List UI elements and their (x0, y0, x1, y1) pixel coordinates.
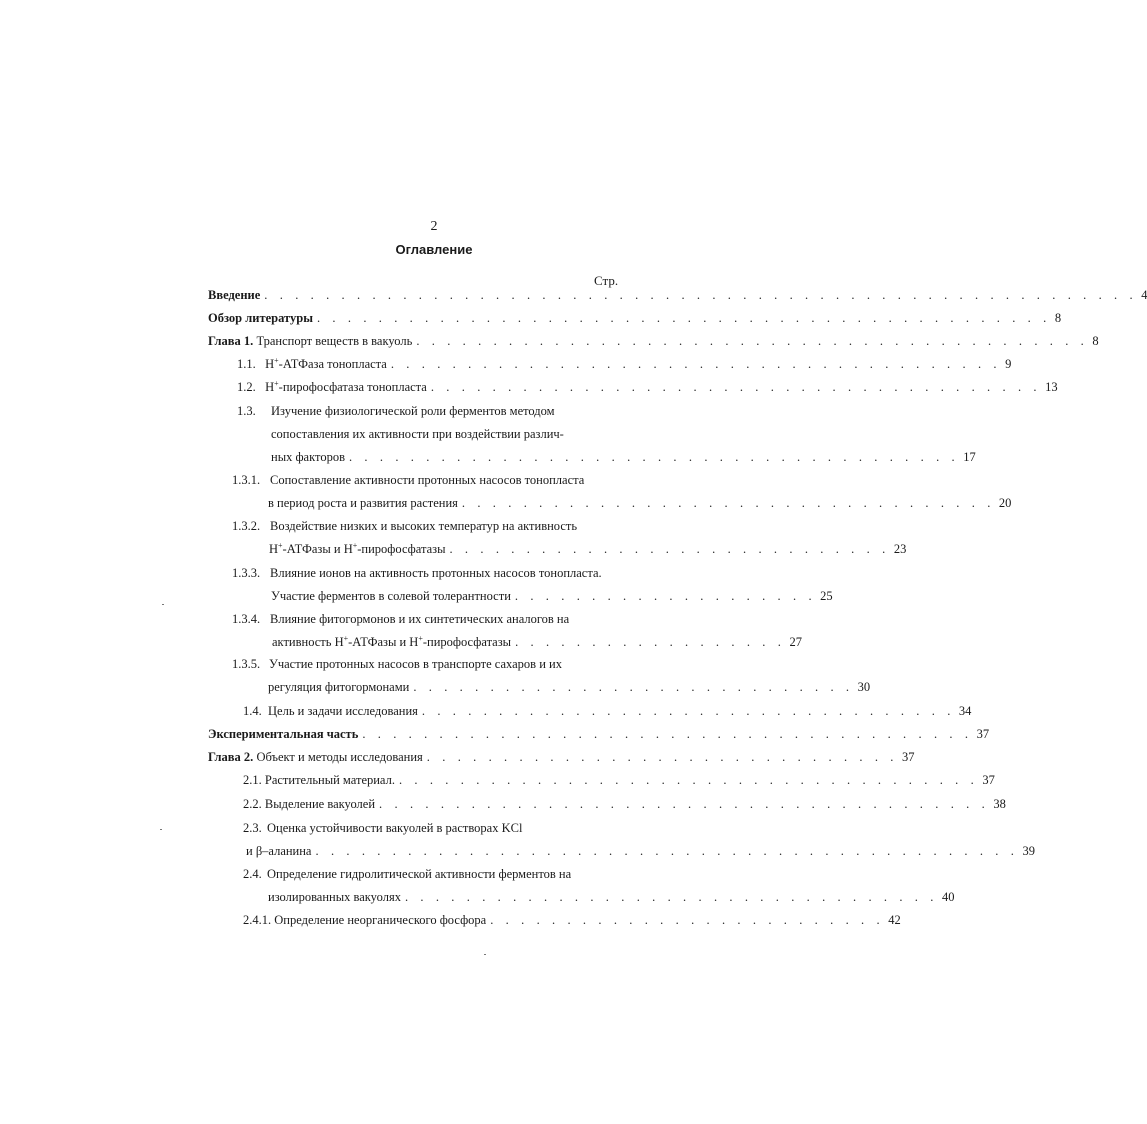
toc-page: 17 (963, 450, 976, 464)
toc-label: 2.1. Растительный материал. (243, 773, 395, 787)
toc-page: 42 (888, 913, 901, 927)
toc-label-line: Сопоставление активности протонных насосов тонопласта (270, 473, 585, 487)
dot-leader: . . . . . . . . . . . . . . . . . . . . . . . . . . . . . . . . . . . . . . . . (362, 727, 973, 741)
toc-entry[interactable] (269, 540, 907, 560)
toc-page: 23 (893, 542, 907, 556)
toc-entry[interactable] (243, 797, 1006, 815)
toc-page: 40 (941, 890, 955, 904)
toc-page: 8 (1054, 311, 1062, 325)
dot-leader: . . . . . . . . . . . . . . . . . . . . . . . . . . . . . (413, 680, 854, 694)
dot-leader: . . . . . . . . . . . . . . . . . . . . . . . . . . . . . . . . . . . . . . . . (390, 357, 1002, 371)
toc-entry[interactable] (243, 704, 972, 722)
scan-speck (162, 604, 164, 605)
toc-entry[interactable] (272, 633, 802, 653)
page-title: Оглавление (395, 242, 473, 257)
toc-label: H+-АТФазы и H+-пирофосфатазы (269, 540, 446, 556)
dot-leader: . . . . . . . . . . . . . . . . . . . . . . . . . . . . . . . . . . . . . . . . . . . . (416, 334, 1089, 348)
dot-leader: . . . . . . . . . . . . . . . . . . . . . . . . . . . . . . . . . . . (461, 496, 995, 510)
dot-leader: . . . . . . . . . . . . . . . . . . . . . . . . . . . . . . . . . . . . . . . . (379, 797, 990, 811)
dot-leader: . . . . . . . . . . . . . . . . . . . . . . . . . . . . . . . . . . . . . . . . . . . . . . (315, 844, 1019, 858)
toc-entry[interactable] (208, 311, 1062, 329)
toc-entry[interactable] (268, 496, 1012, 514)
dot-leader: . . . . . . . . . . . . . . . . . . . . (514, 589, 817, 603)
toc-page: 37 (976, 727, 990, 741)
toc-label: 1.1. H+-АТФаза тонопласта (237, 355, 387, 371)
toc-entry[interactable] (268, 890, 955, 908)
dot-leader: . . . . . . . . . . . . . . . . . . . . . . . . . . . . . . . . . . . . . . . . . . . . . . . . (316, 311, 1051, 325)
toc-label-line: Изучение физиологической роли ферментов методом (271, 404, 555, 418)
toc-page: 38 (993, 797, 1006, 811)
toc-page: 25 (820, 589, 833, 603)
dot-leader: . . . . . . . . . . . . . . . . . . . . . . . . . . . . . . . . . . . . . . . . (430, 380, 1042, 394)
toc-page: 8 (1092, 334, 1099, 348)
dot-leader: . . . . . . . . . . . . . . . . . . (515, 635, 786, 649)
dot-leader: . . . . . . . . . . . . . . . . . . . . . . . . . . . . . . . . . . . (404, 890, 938, 904)
toc-label: ных факторов (271, 450, 345, 464)
toc-page: 9 (1005, 357, 1012, 371)
toc-entry-num: 1.3.3. (232, 566, 261, 580)
toc-label: 1.4. Цель и задачи исследования (243, 704, 418, 718)
toc-entry[interactable] (243, 913, 901, 931)
dot-leader: . . . . . . . . . . . . . . . . . . . . . . . . . . (490, 913, 885, 927)
toc-entry-num: 1.3.2. (232, 519, 261, 533)
toc-page: 27 (789, 635, 802, 649)
toc-entry-num: 1.3.4. (232, 612, 261, 626)
dot-leader: . . . . . . . . . . . . . . . . . . . . . . . . . . . . . . . . . . . . . . (398, 773, 979, 787)
page-column-label: Стр. (594, 273, 619, 288)
toc-entry-num: 1.3.1. (232, 473, 261, 487)
scan-speck (160, 829, 162, 830)
toc-entry[interactable] (208, 727, 990, 745)
dot-leader: . . . . . . . . . . . . . . . . . . . . . . . . . . . . . . . (426, 750, 899, 764)
toc-label: 1.2. H+-пирофосфатаза тонопласта (237, 378, 427, 394)
toc-label: 2.4.1. Определение неорганического фосфора (243, 913, 487, 927)
page-number: 2 (430, 219, 438, 234)
toc-label: и β–аланина (246, 844, 312, 858)
dot-leader: . . . . . . . . . . . . . . . . . . . . . . . . . . . . . (449, 542, 890, 556)
toc-page: 39 (1022, 844, 1035, 858)
dot-leader: . . . . . . . . . . . . . . . . . . . . . . . . . . . . . . . . . . . . . . . . . . . . . . . . . . . . . . . . . (264, 288, 1138, 302)
toc-label-line: Определение гидролитической активности ферментов на (267, 867, 572, 881)
toc-label: Глава 2. Объект и методы исследования (208, 750, 423, 764)
toc-page: 37 (902, 750, 915, 764)
scan-speck (484, 954, 486, 955)
toc-label: в период роста и развития растения (268, 496, 458, 510)
toc-page: 37 (982, 773, 995, 787)
toc-label: Глава 1. Транспорт веществ в вакуоль (208, 334, 413, 348)
toc-entry-num: 1.3.5. (232, 657, 261, 671)
toc-label-line: Воздействие низких и высоких температур на активность (270, 519, 578, 533)
toc-entry[interactable] (271, 450, 976, 468)
toc-label-line: Влияние фитогормонов и их синтетических аналогов на (270, 612, 570, 626)
toc-entry-num: 2.3. (243, 821, 262, 835)
toc-entry[interactable] (243, 773, 995, 791)
toc-page: 13 (1045, 380, 1058, 394)
toc-entry[interactable] (271, 589, 833, 607)
toc-page: 30 (857, 680, 871, 694)
toc-entry-num: 2.4. (243, 867, 262, 881)
toc-entry[interactable] (208, 288, 1147, 306)
toc-entry[interactable] (237, 378, 1058, 398)
toc-entry[interactable] (268, 680, 871, 698)
toc-label: Экспериментальная часть (208, 727, 359, 741)
dot-leader: . . . . . . . . . . . . . . . . . . . . . . . . . . . . . . . . . . . (421, 704, 955, 718)
toc-label: Введение (208, 288, 261, 302)
toc-label-line: Влияние ионов на активность протонных насосов тонопласта. (270, 566, 602, 580)
toc-entry[interactable] (208, 334, 1099, 352)
toc-entry[interactable] (208, 750, 915, 768)
toc-entry-num: 1.3. (237, 404, 256, 418)
toc-label-line: сопоставления их активности при воздействии различ- (271, 427, 564, 441)
toc-label-line: Участие протонных насосов в транспорте сахаров и их (269, 657, 562, 671)
toc-label: изолированных вакуолях (268, 890, 401, 904)
toc-label: регуляция фитогормонами (268, 680, 410, 694)
toc-label: Участие ферментов в солевой толерантности (271, 589, 511, 603)
toc-page: 20 (998, 496, 1012, 510)
toc-entry[interactable] (246, 844, 1035, 862)
toc-label: 2.2. Выделение вакуолей (243, 797, 376, 811)
toc-page: 34 (958, 704, 972, 718)
dot-leader: . . . . . . . . . . . . . . . . . . . . . . . . . . . . . . . . . . . . . . . . (348, 450, 960, 464)
toc-label: Обзор литературы (208, 311, 313, 325)
toc-page: 4 (1141, 288, 1147, 302)
toc-label-line: Оценка устойчивости вакуолей в растворах KCl (267, 821, 523, 835)
toc-entry[interactable] (237, 355, 1012, 375)
toc-label: активность H+-АТФазы и H+-пирофосфатазы (272, 633, 512, 649)
